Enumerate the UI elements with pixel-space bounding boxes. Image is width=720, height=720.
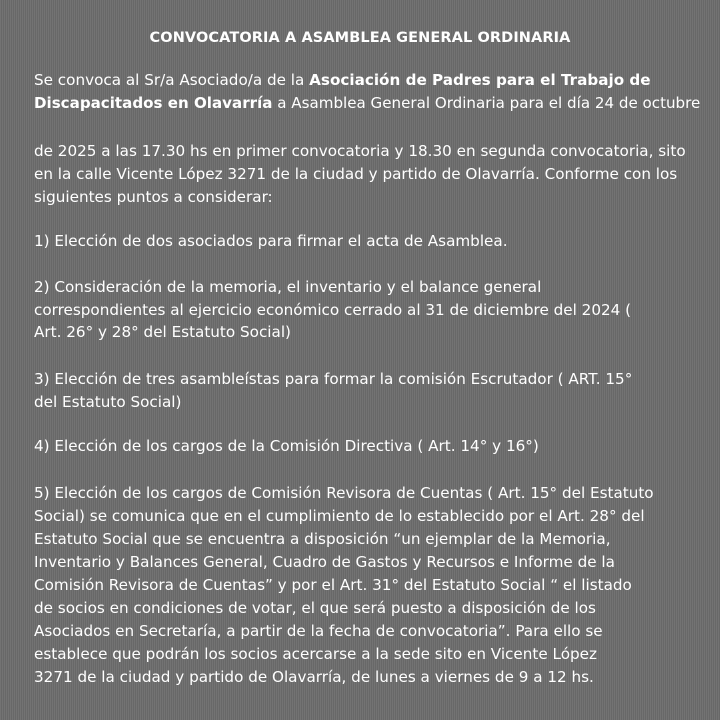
agenda-item-2-line-1: 2) Consideración de la memoria, el inventario y el balance general: [34, 278, 542, 296]
intro-line-5: siguientes puntos a considerar:: [34, 188, 273, 206]
document-title: CONVOCATORIA A ASAMBLEA GENERAL ORDINARIA: [149, 30, 571, 46]
intro-text: Se convoca al Sr/a Asociado/a de la: [34, 71, 310, 89]
agenda-item-3-line-2: del Estatuto Social): [34, 393, 182, 411]
intro-line-1: [34, 69, 651, 91]
agenda-item-2-line-3: Art. 26° y 28° del Estatuto Social): [34, 323, 291, 341]
organization-name: Asociación de Padres para el Trabajo de: [309, 71, 651, 89]
agenda-item-5-line-2: Social) se comunica que en el cumplimiento de lo establecido por el Art. 28° del: [34, 507, 645, 525]
organization-name: Discapacitados en Olavarría: [34, 94, 273, 112]
agenda-item-5-line-5: Comisión Revisora de Cuentas” y por el Art. 31° del Estatuto Social “ el listado: [34, 576, 632, 594]
agenda-item-5-line-7: Asociados en Secretaría, a partir de la fecha de convocatoria”. Para ello se: [34, 622, 603, 640]
intro-line-4: en la calle Vicente López 3271 de la ciudad y partido de Olavarría. Conforme con los: [34, 165, 678, 183]
agenda-item-1: 1) Elección de dos asociados para firmar el acta de Asamblea.: [34, 232, 508, 250]
intro-line-3: de 2025 a las 17.30 hs en primer convocatoria y 18.30 en segunda convocatoria, sito: [34, 142, 686, 160]
intro-text: a Asamblea General Ordinaria para el día 24 de octubre: [272, 94, 701, 112]
agenda-item-5-line-8: establece que podrán los socios acercarse a la sede sito en Vicente López: [34, 645, 597, 663]
agenda-item-5-line-9: 3271 de la ciudad y partido de Olavarría, de lunes a viernes de 9 a 12 hs.: [34, 668, 594, 686]
intro-line-2: [34, 92, 700, 114]
agenda-item-4: 4) Elección de los cargos de la Comisión Directiva ( Art. 14° y 16°): [34, 437, 539, 455]
agenda-item-5-line-3: Estatuto Social que se encuentra a disposición “un ejemplar de la Memoria,: [34, 530, 611, 548]
agenda-item-5-line-1: 5) Elección de los cargos de Comisión Revisora de Cuentas ( Art. 15° del Estatuto: [34, 484, 654, 502]
agenda-item-5-line-6: de socios en condiciones de votar, el que será puesto a disposición de los: [34, 599, 596, 617]
agenda-item-2-line-2: correspondientes al ejercicio económico cerrado al 31 de diciembre del 2024 (: [34, 301, 632, 319]
agenda-item-3-line-1: 3) Elección de tres asambleístas para formar la comisión Escrutador ( ART. 15°: [34, 370, 633, 388]
agenda-item-5-line-4: Inventario y Balances General, Cuadro de Gastos y Recursos e Informe de la: [34, 553, 615, 571]
